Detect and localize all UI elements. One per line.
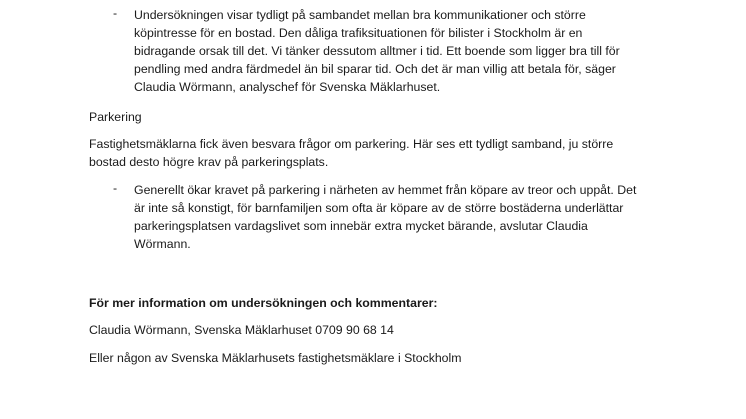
text-line: Wörmann. xyxy=(134,237,191,251)
text-line: Fastighetsmäklarna fick även besvara frågor om parkering. Här ses ett tydligt samband, ju större xyxy=(89,137,614,151)
text-line: Claudia Wörmann, analyschef för Svenska Mäklarhuset. xyxy=(134,80,441,94)
text-line: köpintresse för en bostad. Den dåliga trafiksituationen för bilister i Stockholm är en xyxy=(134,26,583,40)
bullet-marker: - xyxy=(113,6,118,20)
contact-line: Claudia Wörmann, Svenska Mäklarhuset 0709 90 68 14 xyxy=(89,323,394,337)
other-contacts-line: Eller någon av Svenska Mäklarhusets fastighetsmäklare i Stockholm xyxy=(89,351,462,365)
text-line: Generellt ökar kravet på parkering i närheten av hemmet från köpare av treor och uppåt. Det xyxy=(134,183,637,197)
text-line: är inte så konstigt, för barnfamiljen som ofta är köpare av de större bostäderna underlättar xyxy=(134,201,624,215)
text-line: pendling med andra färdmedel än bil sparar tid. Och det är man villig att betala för, säger xyxy=(134,62,616,76)
info-heading: För mer information om undersökningen och kommentarer: xyxy=(89,296,438,310)
text-line: Undersökningen visar tydligt på sambandet mellan bra kommunikationer och större xyxy=(134,8,586,22)
text-line: bidragande orsak till det. Vi tänker dessutom alltmer i tid. Ett boende som ligger bra till för xyxy=(134,44,620,58)
section-heading-parkering: Parkering xyxy=(89,110,142,124)
bullet-text xyxy=(134,181,694,253)
paragraph-parkering xyxy=(89,135,613,171)
bullet-marker: - xyxy=(113,181,118,195)
text-line: parkeringsplatsen vardagslivet som innebär extra mycket bärande, avslutar Claudia xyxy=(134,219,588,233)
bullet-text xyxy=(134,6,694,96)
text-line: bostad desto högre krav på parkeringsplats. xyxy=(89,155,329,169)
